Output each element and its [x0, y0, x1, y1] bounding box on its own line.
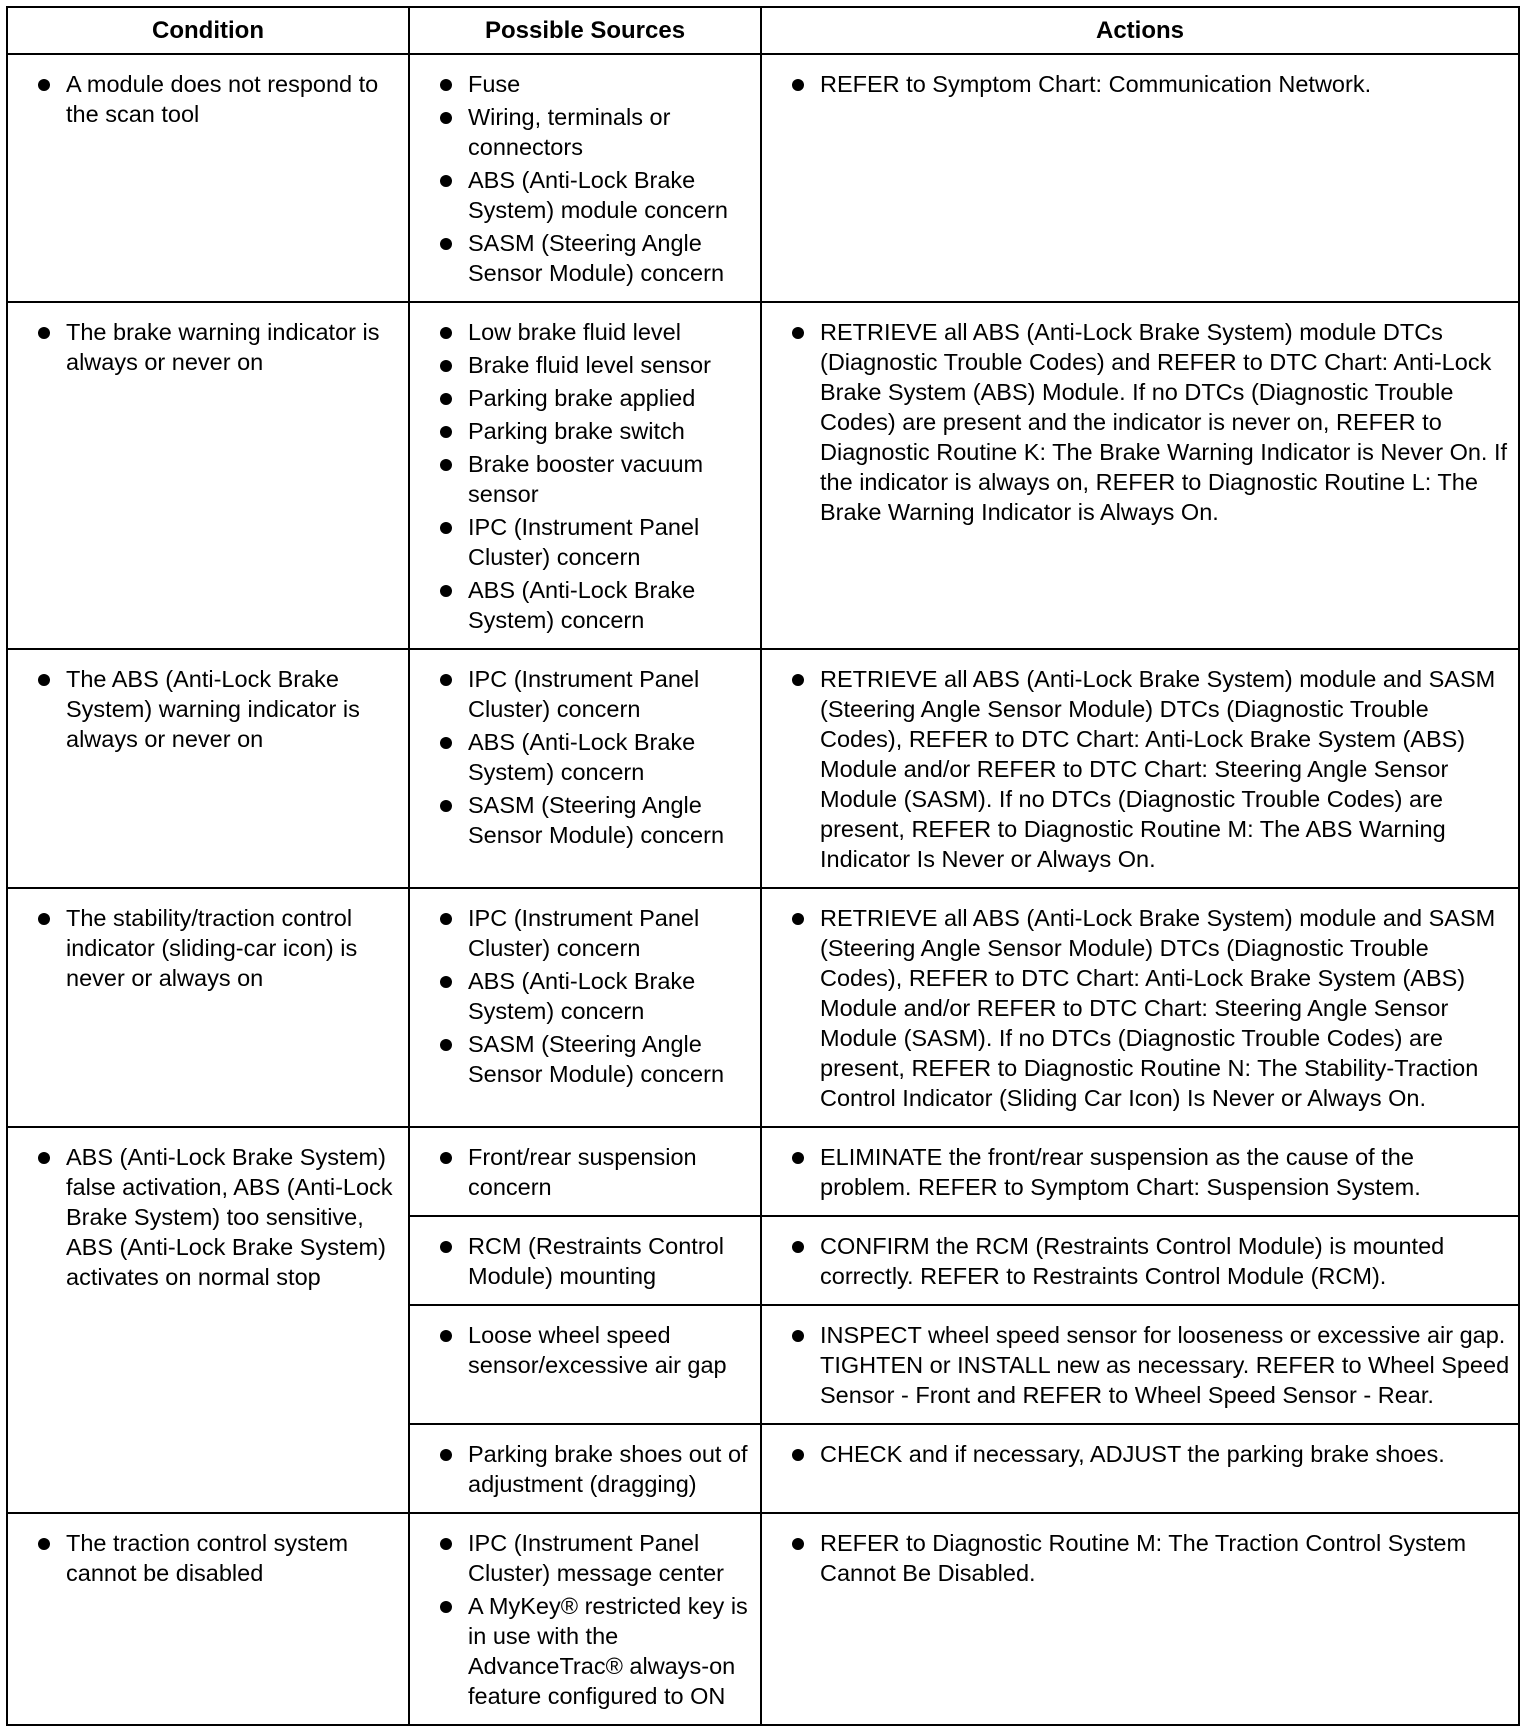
condition-cell — [7, 1513, 409, 1725]
source-item: Front/rear suspension concern — [418, 1142, 752, 1202]
header-row — [7, 7, 1519, 54]
source-item: Parking brake applied — [418, 383, 752, 413]
action-text: RETRIEVE all ABS (Anti-Lock Brake System) module and SASM (Steering Angle Sensor Module) DTCs (Diagnostic Trouble Codes), REFER to DTC Chart: Anti-Lock Brake System (ABS) Module and/or REFER to DTC Chart: Steering Angle Sensor Module (SASM). If no DTCs (Diagnostic Trouble Codes) are present, REFER to Diagnostic Routine N: The Stability-Traction Control Indicator (Sliding Car Icon) Is Never or Always On. — [770, 903, 1510, 1113]
action-text: REFER to Diagnostic Routine M: The Traction Control System Cannot Be Disabled. — [770, 1528, 1510, 1588]
source-item: SASM (Steering Angle Sensor Module) concern — [418, 1029, 752, 1089]
source-item: ABS (Anti-Lock Brake System) concern — [418, 575, 752, 635]
source-item: Brake fluid level sensor — [418, 350, 752, 380]
source-item: A MyKey® restricted key is in use with the AdvanceTrac® always-on feature configured to ON — [418, 1591, 752, 1711]
action-cell — [761, 1513, 1519, 1725]
diagnostic-table — [6, 6, 1520, 1726]
condition-cell — [7, 302, 409, 649]
source-item: Parking brake switch — [418, 416, 752, 446]
action-text: CHECK and if necessary, ADJUST the parking brake shoes. — [770, 1439, 1510, 1469]
action-cell — [761, 54, 1519, 302]
sources-cell — [409, 302, 761, 649]
sources-cell — [409, 888, 761, 1127]
source-item: Low brake fluid level — [418, 317, 752, 347]
header-possible-sources: Possible Sources — [409, 7, 761, 54]
action-cell — [761, 888, 1519, 1127]
sources-cell — [409, 1216, 761, 1305]
table-row — [7, 1513, 1519, 1725]
source-item: SASM (Steering Angle Sensor Module) concern — [418, 228, 752, 288]
source-item: ABS (Anti-Lock Brake System) concern — [418, 966, 752, 1026]
source-item: ABS (Anti-Lock Brake System) module concern — [418, 165, 752, 225]
header-actions: Actions — [761, 7, 1519, 54]
sources-cell — [409, 1424, 761, 1513]
condition-cell — [7, 888, 409, 1127]
symptom-chart — [6, 6, 1520, 1726]
source-item: IPC (Instrument Panel Cluster) concern — [418, 512, 752, 572]
action-cell — [761, 649, 1519, 888]
source-item: IPC (Instrument Panel Cluster) message center — [418, 1528, 752, 1588]
source-item: ABS (Anti-Lock Brake System) concern — [418, 727, 752, 787]
condition-cell — [7, 54, 409, 302]
condition-text: The traction control system cannot be disabled — [16, 1528, 400, 1588]
source-item: IPC (Instrument Panel Cluster) concern — [418, 664, 752, 724]
action-cell — [761, 1305, 1519, 1424]
source-item: IPC (Instrument Panel Cluster) concern — [418, 903, 752, 963]
action-text: RETRIEVE all ABS (Anti-Lock Brake System) module and SASM (Steering Angle Sensor Module) DTCs (Diagnostic Trouble Codes), REFER to DTC Chart: Anti-Lock Brake System (ABS) Module and/or REFER to DTC Chart: Steering Angle Sensor Module (SASM). If no DTCs (Diagnostic Trouble Codes) are present, REFER to Diagnostic Routine M: The ABS Warning Indicator Is Never or Always On. — [770, 664, 1510, 874]
source-item: Fuse — [418, 69, 752, 99]
table-row — [7, 302, 1519, 649]
action-cell — [761, 302, 1519, 649]
action-cell — [761, 1424, 1519, 1513]
sources-cell — [409, 649, 761, 888]
source-item: Parking brake shoes out of adjustment (dragging) — [418, 1439, 752, 1499]
sources-cell — [409, 1513, 761, 1725]
table-row — [7, 649, 1519, 888]
source-item: SASM (Steering Angle Sensor Module) concern — [418, 790, 752, 850]
sources-cell — [409, 1305, 761, 1424]
header-condition: Condition — [7, 7, 409, 54]
condition-text: A module does not respond to the scan tool — [16, 69, 400, 129]
action-text: CONFIRM the RCM (Restraints Control Module) is mounted correctly. REFER to Restraints Control Module (RCM). — [770, 1231, 1510, 1291]
action-text: RETRIEVE all ABS (Anti-Lock Brake System) module DTCs (Diagnostic Trouble Codes) and REFER to DTC Chart: Anti-Lock Brake System (ABS) Module. If no DTCs (Diagnostic Trouble Codes) are present and the indicator is never on, REFER to Diagnostic Routine K: The Brake Warning Indicator is Never On. If the indicator is always on, REFER to Diagnostic Routine L: The Brake Warning Indicator is Always On. — [770, 317, 1510, 527]
condition-text: The stability/traction control indicator (sliding-car icon) is never or always on — [16, 903, 400, 993]
action-text: INSPECT wheel speed sensor for looseness or excessive air gap. TIGHTEN or INSTALL new as necessary. REFER to Wheel Speed Sensor - Front and REFER to Wheel Speed Sensor - Rear. — [770, 1320, 1510, 1410]
condition-text: ABS (Anti-Lock Brake System) false activation, ABS (Anti-Lock Brake System) too sensitive, ABS (Anti-Lock Brake System) activates on normal stop — [16, 1142, 400, 1292]
table-row — [7, 888, 1519, 1127]
condition-cell — [7, 649, 409, 888]
condition-text: The brake warning indicator is always or never on — [16, 317, 400, 377]
table-row — [7, 1127, 1519, 1216]
source-item: RCM (Restraints Control Module) mounting — [418, 1231, 752, 1291]
source-item: Wiring, terminals or connectors — [418, 102, 752, 162]
table-row — [7, 54, 1519, 302]
action-text: ELIMINATE the front/rear suspension as the cause of the problem. REFER to Symptom Chart: Suspension System. — [770, 1142, 1510, 1202]
source-item: Loose wheel speed sensor/excessive air gap — [418, 1320, 752, 1380]
condition-text: The ABS (Anti-Lock Brake System) warning indicator is always or never on — [16, 664, 400, 754]
action-cell — [761, 1216, 1519, 1305]
sources-cell — [409, 54, 761, 302]
condition-cell — [7, 1127, 409, 1513]
action-text: REFER to Symptom Chart: Communication Network. — [770, 69, 1510, 99]
source-item: Brake booster vacuum sensor — [418, 449, 752, 509]
action-cell — [761, 1127, 1519, 1216]
sources-cell — [409, 1127, 761, 1216]
